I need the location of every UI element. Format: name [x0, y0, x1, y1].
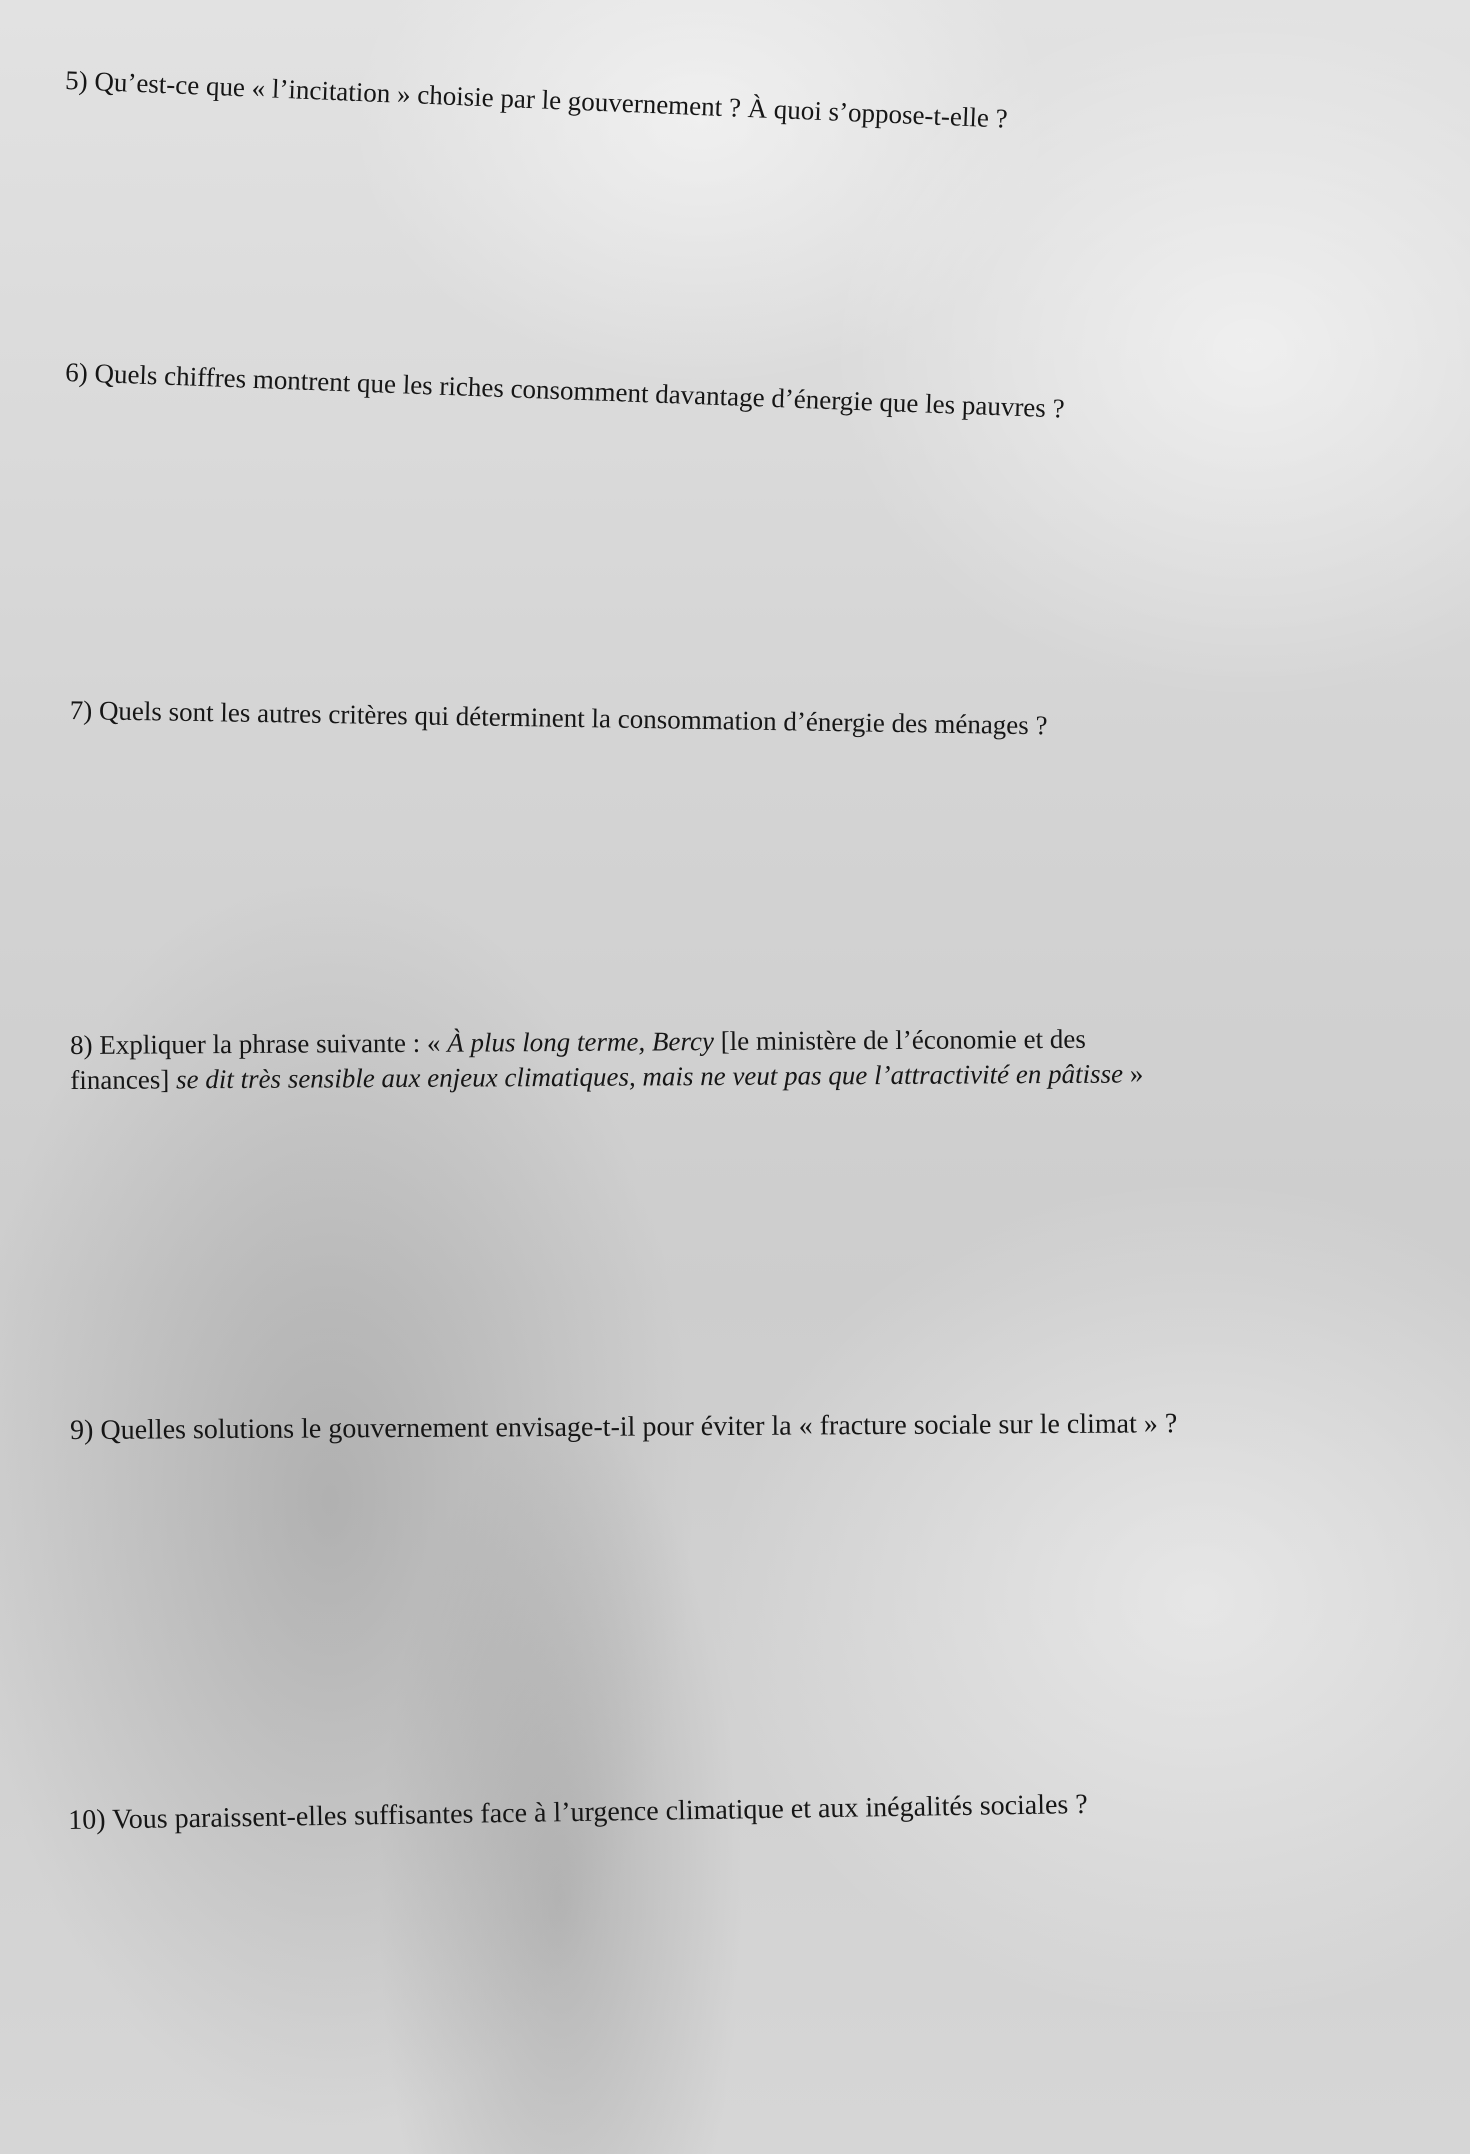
question-8-quote-start: À plus long terme, Bercy	[447, 1026, 715, 1058]
question-8-prefix: 8) Expliquer la phrase suivante : «	[70, 1027, 448, 1060]
question-8	[70, 1021, 1143, 1098]
question-7: 7) Quels sont les autres critères qui déterminent la consommation d’énergie des ménages ?	[69, 694, 1048, 741]
question-8-suffix: »	[1122, 1058, 1144, 1089]
question-10: 10) Vous paraissent-elles suffisantes face à l’urgence climatique et aux inégalités sociales ?	[68, 1788, 1088, 1836]
question-8-bracket-note: [le ministère de l’économie et des	[713, 1023, 1086, 1057]
question-8-bracket-note-end: finances]	[70, 1064, 177, 1095]
question-9: 9) Quelles solutions le gouvernement envisage-t-il pour éviter la « fracture sociale sur le climat » ?	[70, 1408, 1178, 1446]
question-6: 6) Quels chiffres montrent que les riches consomment davantage d’énergie que les pauvres ?	[64, 356, 1066, 424]
question-5: 5) Qu’est-ce que « l’incitation » choisie par le gouvernement ? À quoi s’oppose-t-elle ?	[64, 64, 1009, 134]
question-8-quote-end: se dit très sensible aux enjeux climatiques, mais ne veut pas que l’attractivité en pâtisse	[175, 1058, 1124, 1095]
